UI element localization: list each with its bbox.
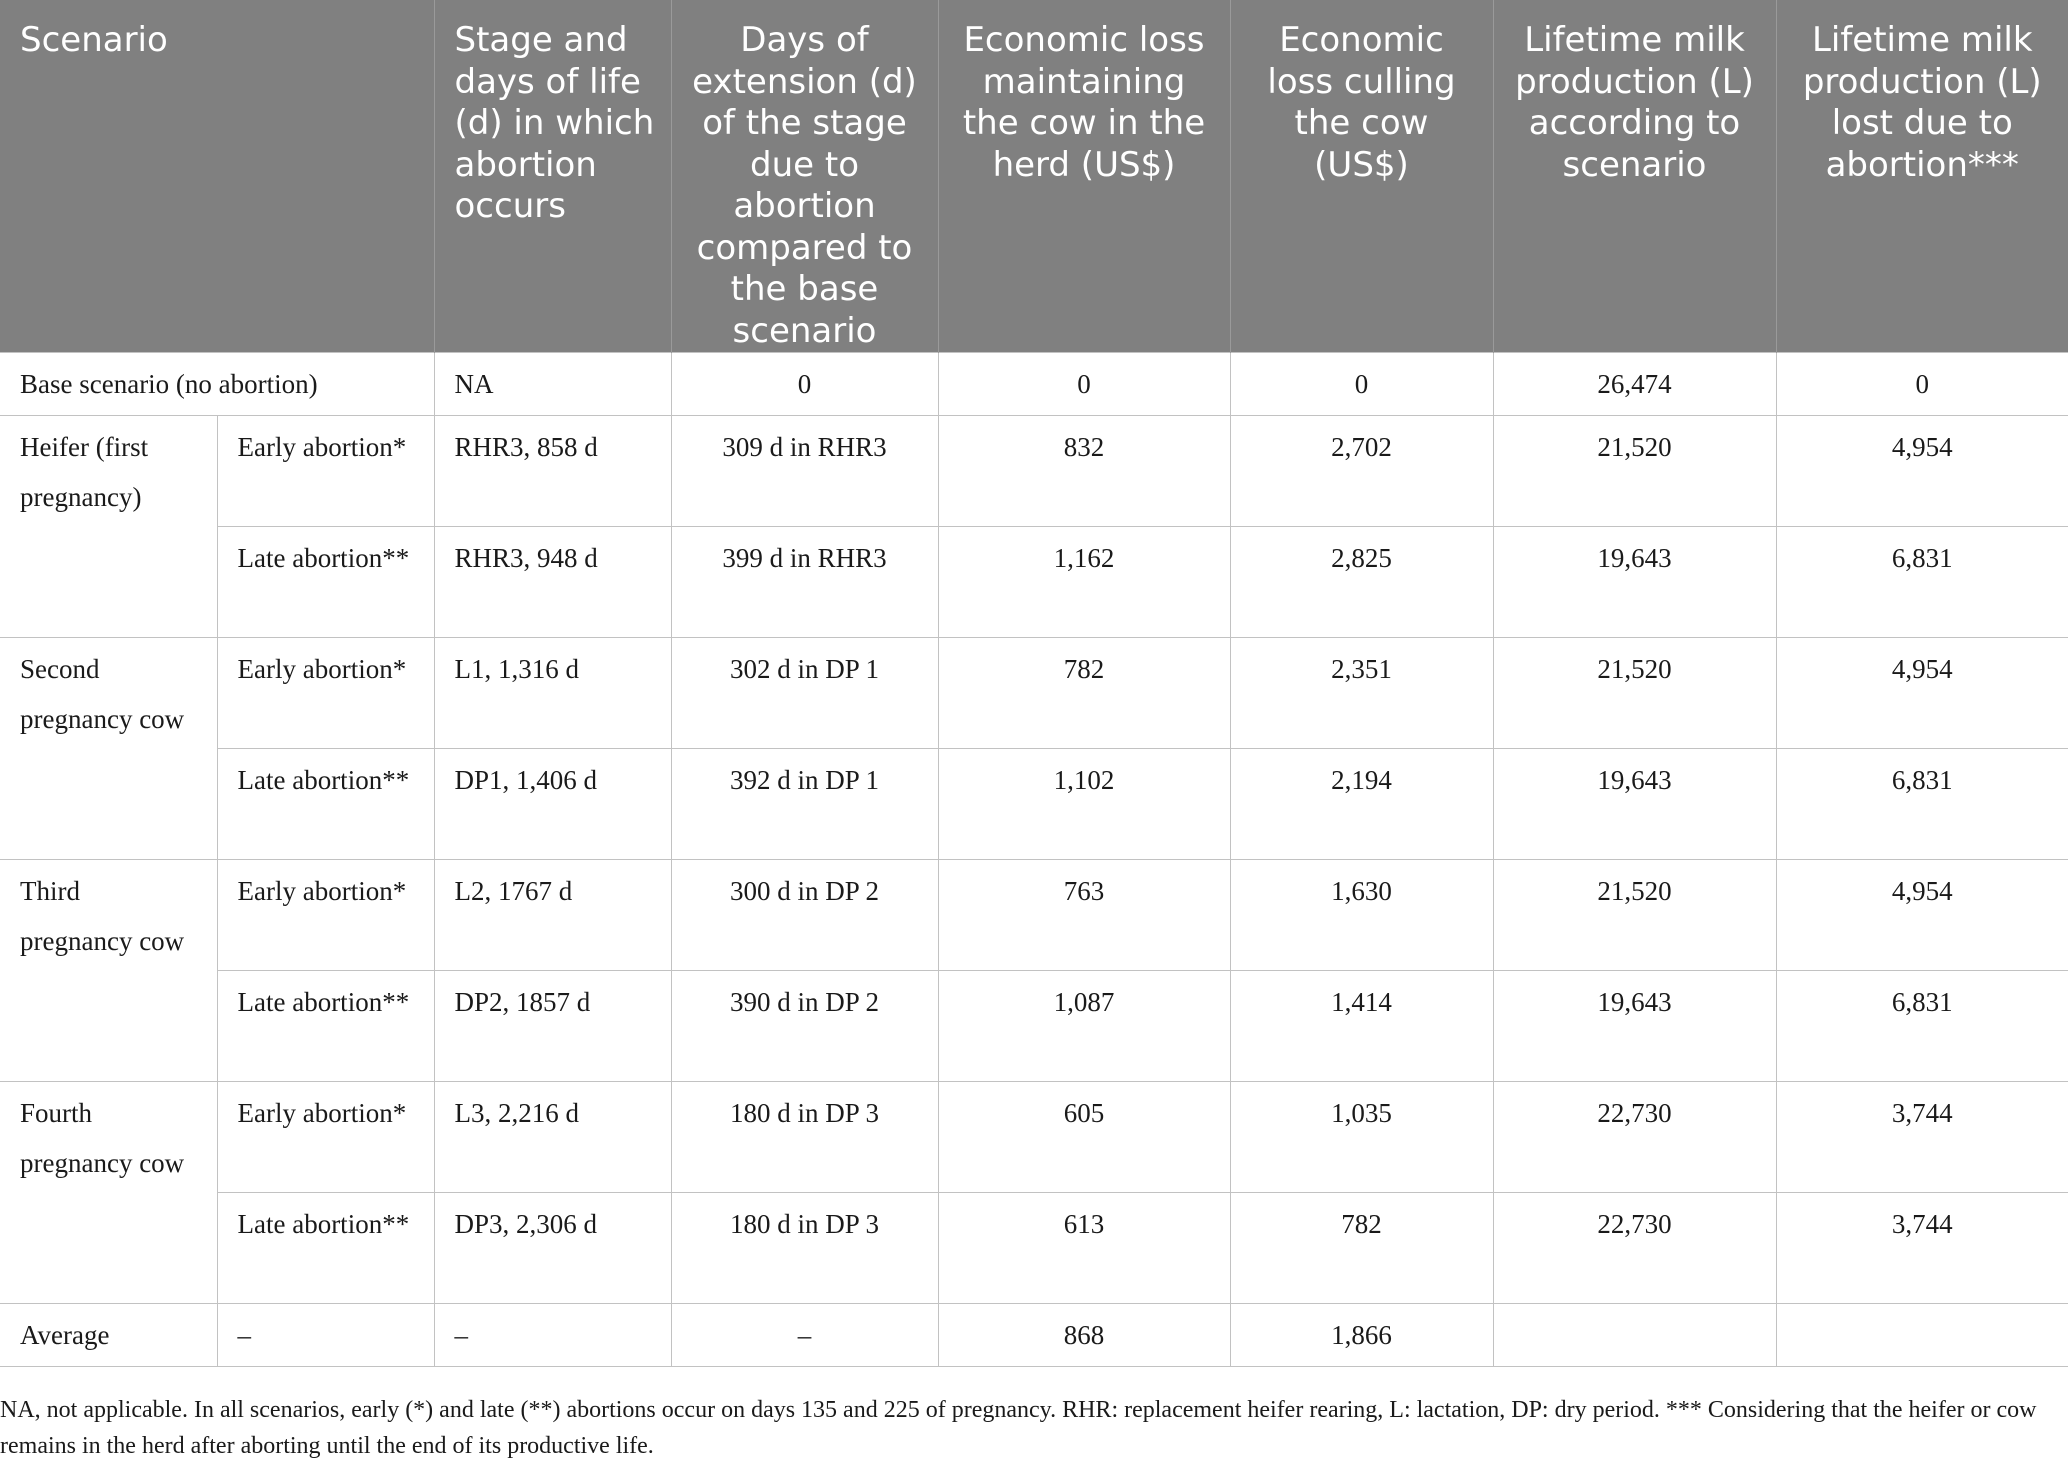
milk-production-cell: 21,520 bbox=[1493, 860, 1776, 971]
base-stage: NA bbox=[434, 353, 671, 416]
average-stage: – bbox=[434, 1304, 671, 1367]
stage-cell: L2, 1767 d bbox=[434, 860, 671, 971]
milk-production-cell: 21,520 bbox=[1493, 638, 1776, 749]
extension-cell: 399 d in RHR3 bbox=[671, 527, 938, 638]
base-loss-maintaining: 0 bbox=[938, 353, 1230, 416]
stage-cell: DP2, 1857 d bbox=[434, 971, 671, 1082]
header-extension: Days of extension (d) of the stage due to abortion compared to the base scenario bbox=[671, 0, 938, 353]
average-timing: – bbox=[217, 1304, 434, 1367]
stage-cell: L3, 2,216 d bbox=[434, 1082, 671, 1193]
timing-cell: Late abortion** bbox=[217, 749, 434, 860]
milk-production-cell: 19,643 bbox=[1493, 749, 1776, 860]
timing-cell: Early abortion* bbox=[217, 860, 434, 971]
loss-culling-cell: 782 bbox=[1230, 1193, 1493, 1304]
loss-culling-cell: 2,825 bbox=[1230, 527, 1493, 638]
header-milk-lost: Lifetime milk production (L) lost due to abortion*** bbox=[1776, 0, 2068, 353]
average-loss-culling: 1,866 bbox=[1230, 1304, 1493, 1367]
milk-production-cell: 22,730 bbox=[1493, 1193, 1776, 1304]
table-row bbox=[0, 749, 2068, 860]
base-milk-production: 26,474 bbox=[1493, 353, 1776, 416]
header-scenario: Scenario bbox=[0, 0, 434, 353]
timing-cell: Late abortion** bbox=[217, 527, 434, 638]
loss-culling-cell: 2,702 bbox=[1230, 416, 1493, 527]
loss-maintaining-cell: 782 bbox=[938, 638, 1230, 749]
extension-cell: 392 d in DP 1 bbox=[671, 749, 938, 860]
timing-cell: Early abortion* bbox=[217, 1082, 434, 1193]
stage-cell: DP1, 1,406 d bbox=[434, 749, 671, 860]
group-label: Heifer (first pregnancy) bbox=[0, 416, 217, 638]
milk-production-cell: 22,730 bbox=[1493, 1082, 1776, 1193]
base-milk-lost: 0 bbox=[1776, 353, 2068, 416]
loss-maintaining-cell: 613 bbox=[938, 1193, 1230, 1304]
extension-cell: 180 d in DP 3 bbox=[671, 1082, 938, 1193]
group-label: Second pregnancy cow bbox=[0, 638, 217, 860]
average-loss-maintaining: 868 bbox=[938, 1304, 1230, 1367]
table-row bbox=[0, 638, 2068, 749]
stage-cell: L1, 1,316 d bbox=[434, 638, 671, 749]
milk-production-cell: 21,520 bbox=[1493, 416, 1776, 527]
average-row bbox=[0, 1304, 2068, 1367]
milk-lost-cell: 4,954 bbox=[1776, 860, 2068, 971]
loss-maintaining-cell: 832 bbox=[938, 416, 1230, 527]
group-label: Fourth pregnancy cow bbox=[0, 1082, 217, 1304]
base-extension: 0 bbox=[671, 353, 938, 416]
base-loss-culling: 0 bbox=[1230, 353, 1493, 416]
average-extension: – bbox=[671, 1304, 938, 1367]
stage-cell: RHR3, 858 d bbox=[434, 416, 671, 527]
base-row bbox=[0, 353, 2068, 416]
milk-lost-cell: 3,744 bbox=[1776, 1082, 2068, 1193]
milk-lost-cell: 6,831 bbox=[1776, 971, 2068, 1082]
loss-maintaining-cell: 1,162 bbox=[938, 527, 1230, 638]
milk-lost-cell: 6,831 bbox=[1776, 749, 2068, 860]
loss-culling-cell: 1,035 bbox=[1230, 1082, 1493, 1193]
header-stage: Stage and days of life (d) in which abortion occurs bbox=[434, 0, 671, 353]
milk-production-cell: 19,643 bbox=[1493, 971, 1776, 1082]
group-label: Third pregnancy cow bbox=[0, 860, 217, 1082]
header-row bbox=[0, 0, 2068, 353]
extension-cell: 180 d in DP 3 bbox=[671, 1193, 938, 1304]
stage-cell: RHR3, 948 d bbox=[434, 527, 671, 638]
average-label: Average bbox=[0, 1304, 217, 1367]
loss-maintaining-cell: 605 bbox=[938, 1082, 1230, 1193]
table-row bbox=[0, 860, 2068, 971]
loss-culling-cell: 2,351 bbox=[1230, 638, 1493, 749]
table-row bbox=[0, 1082, 2068, 1193]
loss-maintaining-cell: 1,102 bbox=[938, 749, 1230, 860]
milk-lost-cell: 4,954 bbox=[1776, 638, 2068, 749]
milk-production-cell: 19,643 bbox=[1493, 527, 1776, 638]
timing-cell: Early abortion* bbox=[217, 638, 434, 749]
extension-cell: 309 d in RHR3 bbox=[671, 416, 938, 527]
average-milk-lost bbox=[1776, 1304, 2068, 1367]
header-loss-culling: Economic loss culling the cow (US$) bbox=[1230, 0, 1493, 353]
table-row bbox=[0, 971, 2068, 1082]
header-milk-production: Lifetime milk production (L) according to scenario bbox=[1493, 0, 1776, 353]
milk-lost-cell: 3,744 bbox=[1776, 1193, 2068, 1304]
milk-lost-cell: 6,831 bbox=[1776, 527, 2068, 638]
extension-cell: 390 d in DP 2 bbox=[671, 971, 938, 1082]
loss-culling-cell: 2,194 bbox=[1230, 749, 1493, 860]
stage-cell: DP3, 2,306 d bbox=[434, 1193, 671, 1304]
table-row bbox=[0, 416, 2068, 527]
table-row bbox=[0, 527, 2068, 638]
timing-cell: Early abortion* bbox=[217, 416, 434, 527]
table-footnote: NA, not applicable. In all scenarios, early (*) and late (**) abortions occur on days 135 and 225 of pregnancy. RHR: replacement heifer rearing, L: lactation, DP: dry period. *** Considering that the heifer or cow remains in the herd after aborting until the end of its productive life. bbox=[0, 1397, 2037, 1459]
loss-maintaining-cell: 1,087 bbox=[938, 971, 1230, 1082]
loss-maintaining-cell: 763 bbox=[938, 860, 1230, 971]
timing-cell: Late abortion** bbox=[217, 971, 434, 1082]
extension-cell: 302 d in DP 1 bbox=[671, 638, 938, 749]
base-label: Base scenario (no abortion) bbox=[0, 353, 434, 416]
timing-cell: Late abortion** bbox=[217, 1193, 434, 1304]
table-row bbox=[0, 1193, 2068, 1304]
milk-lost-cell: 4,954 bbox=[1776, 416, 2068, 527]
average-milk-production bbox=[1493, 1304, 1776, 1367]
loss-culling-cell: 1,630 bbox=[1230, 860, 1493, 971]
loss-culling-cell: 1,414 bbox=[1230, 971, 1493, 1082]
header-loss-maintaining: Economic loss maintaining the cow in the herd (US$) bbox=[938, 0, 1230, 353]
extension-cell: 300 d in DP 2 bbox=[671, 860, 938, 971]
